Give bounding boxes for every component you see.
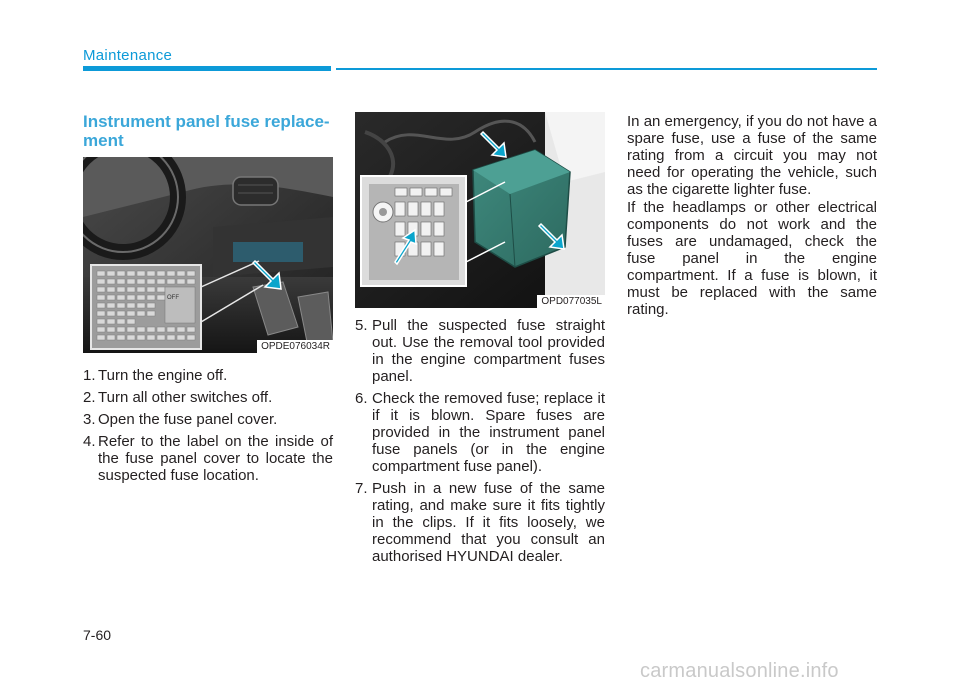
header-rule-thin	[336, 68, 877, 70]
figure-code: OPDE076034R	[257, 340, 333, 353]
section-label: Maintenance	[83, 47, 173, 64]
step-item: 4. Refer to the label on the inside of the fuse panel cover to locate the suspected fuse location.	[83, 433, 333, 484]
figure-instrument-panel	[83, 157, 333, 353]
instrument-panel-illustration	[83, 157, 333, 353]
step-item: 3. Open the fuse panel cover.	[83, 411, 278, 428]
step-item: 5. Pull the suspected fuse straight out. Use the removal tool provided in the engine compartment fuses panel.	[355, 317, 605, 385]
engine-fuse-box-illustration	[355, 112, 605, 308]
step-item: 2. Turn all other switches off.	[83, 389, 273, 406]
section-heading: Instrument panel fuse replace- ment	[83, 112, 330, 150]
steps-list-1	[83, 367, 333, 489]
page-number: 7-60	[83, 627, 112, 643]
header-rule-thick	[83, 66, 331, 71]
figure-code: OPD077035L	[537, 295, 605, 308]
paragraph-headlamps: If the headlamps or other electrical components do not work and the fuses are undamaged, check the fuse panel in the engine compartment. If a fuse is blown, it must be replaced with the same rating.	[627, 199, 877, 318]
step-item: 7. Push in a new fuse of the same rating, and make sure it fits tightly in the clips. If it fits loosely, we recommend that you consult an authorised HYUNDAI dealer.	[355, 480, 605, 565]
watermark: carmanualsonline.info	[640, 660, 839, 682]
figure-engine-fuse-box	[355, 112, 605, 308]
step-item: 6. Check the removed fuse; replace it if it is blown. Spare fuses are provided in the instrument panel fuse panels (or in the engine compartment fuse panel).	[355, 390, 605, 475]
fuse-switch-off-label: OFF	[167, 295, 179, 301]
paragraph-emergency: In an emergency, if you do not have a spare fuse, use a fuse of the same rating from a circuit you may not need for operating the vehicle, such as the cigarette lighter fuse.	[627, 113, 877, 198]
step-item: 1. Turn the engine off.	[83, 367, 228, 384]
steps-list-2	[355, 317, 605, 570]
